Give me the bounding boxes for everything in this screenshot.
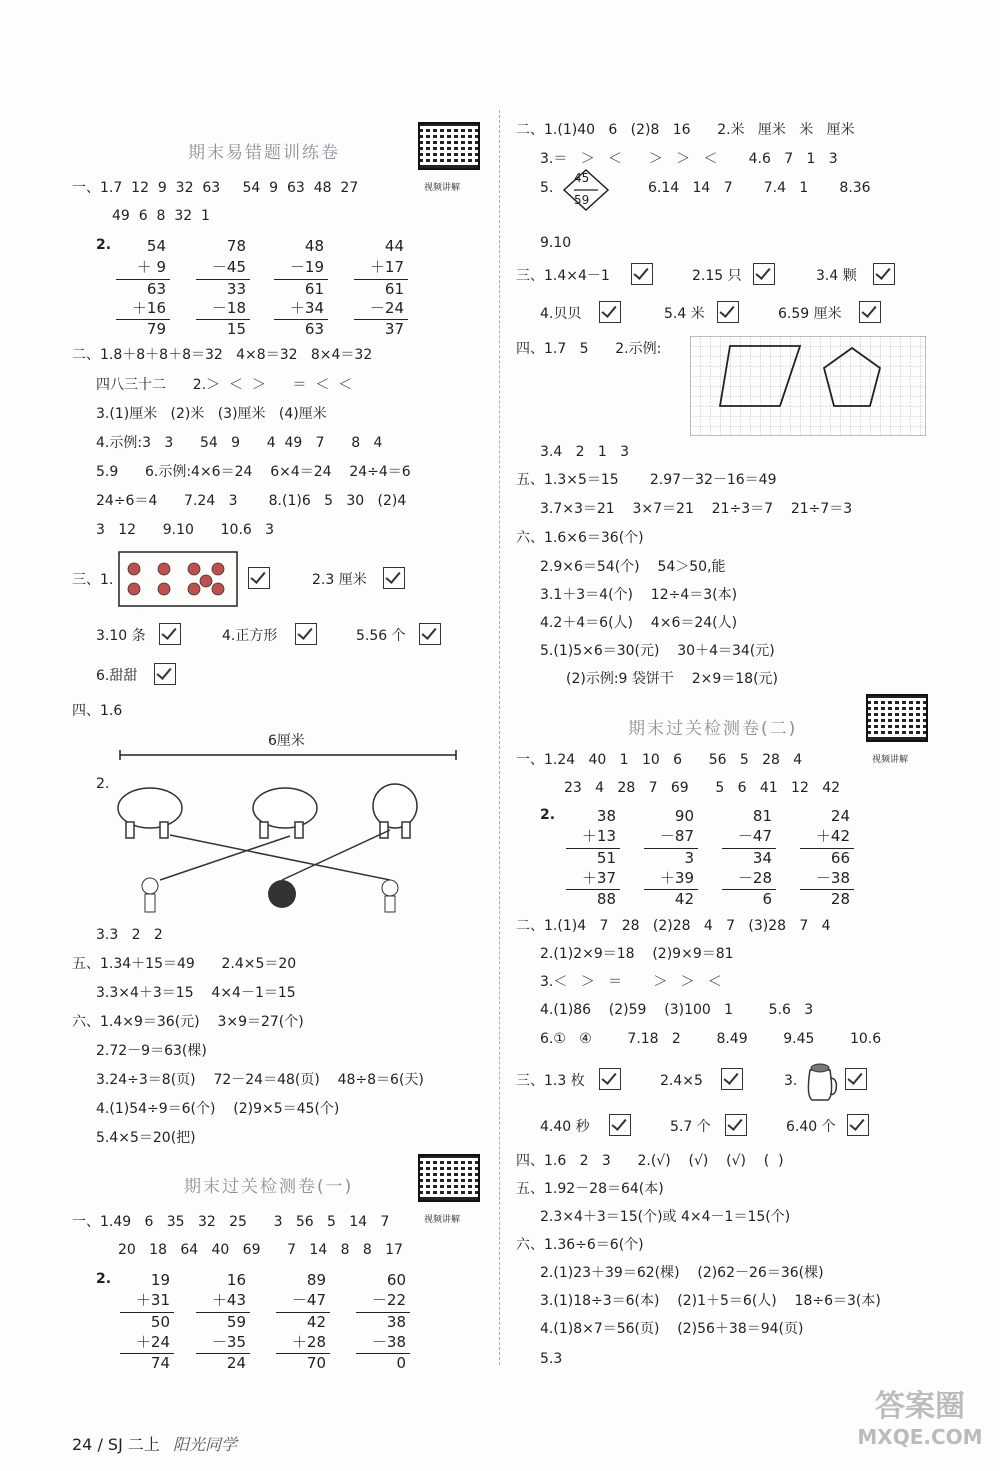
check-icon bbox=[847, 1114, 869, 1136]
section-title-1: 期末易错题训练卷 bbox=[188, 143, 340, 163]
vcalc-op: －18 bbox=[211, 299, 246, 317]
vcalc-top: 19 bbox=[150, 1271, 170, 1289]
vcalc-op: ＋24 bbox=[135, 1333, 170, 1351]
vcalc-result: 61 bbox=[304, 280, 324, 298]
section-title-2: 期末过关检测卷(一) bbox=[184, 1177, 354, 1197]
answer-line: 6.40 个 bbox=[786, 1119, 836, 1135]
answer-line: 2.(1)2×9＝18 (2)9×9＝81 bbox=[540, 946, 734, 962]
answer-line: 6.14 14 7 7.4 1 8.36 bbox=[648, 180, 871, 196]
page-number: 24 / SJ 二上 bbox=[72, 1435, 160, 1454]
vcalc-op: －47 bbox=[737, 827, 772, 845]
vcalc-op: ＋43 bbox=[211, 1291, 246, 1309]
check-icon bbox=[295, 623, 317, 645]
vcalc-top: 54 ＋ 9 bbox=[136, 237, 166, 276]
answer-line: 5.4×5＝20(把) bbox=[96, 1130, 196, 1146]
diamond-top: 45 bbox=[574, 171, 590, 185]
answer-line: 2. bbox=[96, 1271, 112, 1287]
answer-line: 3 12 9.10 10.6 3 bbox=[96, 522, 275, 538]
answer-line: 四、1.6 2 3 2.(√) (√) (√) ( ) bbox=[516, 1153, 784, 1169]
answer-line: 4.40 秒 bbox=[540, 1119, 590, 1135]
answer-line: 5.56 个 bbox=[356, 628, 406, 644]
watermark: 答案圈 MXQE.COM bbox=[857, 1389, 983, 1449]
vcalc-op: －35 bbox=[211, 1333, 246, 1351]
vcalc-result: 63 bbox=[304, 320, 324, 338]
answer-line: 四、1.6 bbox=[72, 703, 123, 719]
answer-line: 3.10 条 bbox=[96, 628, 146, 644]
answer-line: 24÷6＝4 7.24 3 8.(1)6 5 30 (2)4 bbox=[96, 493, 407, 509]
answer-line: 9.10 bbox=[540, 235, 572, 251]
answer-line: 3.(1)厘米 (2)米 (3)厘米 (4)厘米 bbox=[96, 406, 327, 422]
vcalc-op: ＋37 bbox=[581, 869, 616, 887]
radish-picture bbox=[118, 551, 238, 607]
vcalc-result: 24 bbox=[226, 1354, 246, 1372]
answer-line: 四、1.7 5 2.示例: bbox=[516, 341, 662, 357]
vcalc-result: 15 bbox=[226, 320, 246, 338]
vcalc-top: 90 bbox=[674, 807, 694, 825]
answer-line: 3.4 颗 bbox=[816, 268, 857, 284]
answer-line: 2. bbox=[540, 807, 556, 823]
vcalc-op: ＋31 bbox=[135, 1291, 170, 1309]
vcalc-result: 79 bbox=[146, 320, 166, 338]
answer-line: 4.示例:3 3 54 9 4 49 7 8 4 bbox=[96, 435, 383, 451]
check-icon bbox=[599, 1068, 621, 1090]
vcalc-op: ＋13 bbox=[581, 827, 616, 845]
answer-line: 2.72－9＝63(棵) bbox=[96, 1043, 207, 1059]
answer-line: (2)示例:9 袋饼干 2×9＝18(元) bbox=[566, 671, 778, 687]
page-footer bbox=[72, 1432, 237, 1455]
check-icon bbox=[419, 623, 441, 645]
answer-line: 3.3×4＋3＝15 4×4－1＝15 bbox=[96, 985, 296, 1001]
elephant-matching-figure bbox=[110, 770, 440, 918]
section-title-3: 期末过关检测卷(二) bbox=[628, 719, 798, 739]
answer-line: 2.9×6＝54(个) 54＞50,能 bbox=[540, 559, 726, 575]
vcalc-op: ＋42 bbox=[815, 827, 850, 845]
vcalc-op: －24 bbox=[369, 299, 404, 317]
answer-line: 三、1.3 枚 bbox=[516, 1073, 585, 1089]
vcalc-result: 74 bbox=[150, 1354, 170, 1372]
vcalc-op: －47 bbox=[291, 1291, 326, 1309]
vcalc-result: 0 bbox=[396, 1354, 406, 1372]
answer-line: 5.(1)5×6＝30(元) 30＋4＝34(元) bbox=[540, 643, 775, 659]
answer-line: 2. bbox=[96, 237, 112, 253]
answer-line: 二、1.(1)4 7 28 (2)28 4 7 (3)28 7 4 bbox=[516, 918, 831, 934]
qr-label: 视频讲解 bbox=[424, 1215, 461, 1225]
check-icon bbox=[873, 263, 895, 285]
vcalc-top: 89 bbox=[306, 1271, 326, 1289]
answer-line: 3.＜ ＞ ＝ ＞ ＞ ＜ bbox=[540, 974, 722, 990]
qr-code-icon[interactable] bbox=[418, 122, 480, 170]
grid-drawing bbox=[690, 336, 926, 436]
kettle-icon bbox=[800, 1056, 840, 1104]
vcalc-result: 50 bbox=[150, 1313, 170, 1331]
answer-line: 一、1.7 12 9 32 63 54 9 63 48 27 bbox=[72, 180, 359, 196]
qr-code-icon[interactable] bbox=[866, 694, 928, 742]
vcalc-op: －38 bbox=[815, 869, 850, 887]
vcalc-result: 51 bbox=[596, 849, 616, 867]
answer-line: 6.① ④ 7.18 2 8.49 9.45 10.6 bbox=[540, 1031, 882, 1047]
vcalc-result: 59 bbox=[226, 1313, 246, 1331]
answer-line: 2.4×5 bbox=[660, 1073, 703, 1089]
diamond-bottom: 59 bbox=[574, 193, 590, 207]
vcalc-result: 28 bbox=[830, 890, 850, 908]
vcalc-op: ＋16 bbox=[131, 299, 166, 317]
length-segment bbox=[118, 748, 458, 762]
answer-line: 3.7×3＝21 3×7＝21 21÷3＝7 21÷7＝3 bbox=[540, 501, 853, 517]
vcalc-result: 6 bbox=[762, 890, 772, 908]
answer-line: 23 4 28 7 69 5 6 41 12 42 bbox=[564, 780, 841, 796]
vcalc-op: －87 bbox=[659, 827, 694, 845]
vcalc-op: －28 bbox=[737, 869, 772, 887]
check-icon bbox=[717, 301, 739, 323]
vcalc-op: ＋39 bbox=[659, 869, 694, 887]
vcalc-top: 24 bbox=[830, 807, 850, 825]
brand-logo: 阳光同学 bbox=[172, 1435, 237, 1454]
answer-line: 2.3 厘米 bbox=[312, 572, 367, 588]
check-icon bbox=[725, 1114, 747, 1136]
answer-line: 4.2＋4＝6(人) 4×6＝24(人) bbox=[540, 615, 738, 631]
answer-line: 二、1.(1)40 6 (2)8 16 2.米 厘米 米 厘米 bbox=[516, 122, 855, 138]
vcalc-result: 63 bbox=[146, 280, 166, 298]
vcalc-result: 33 bbox=[226, 280, 246, 298]
vcalc-top: 44 ＋17 bbox=[369, 237, 404, 276]
answer-line: 5.4 米 bbox=[664, 306, 705, 322]
answer-line: 四八三十二 2.＞ ＜ ＞ ＝ ＜ ＜ bbox=[96, 377, 353, 393]
check-icon bbox=[609, 1114, 631, 1136]
check-icon bbox=[248, 567, 270, 589]
answer-line: 2.3×4＋3＝15(个)或 4×4－1＝15(个) bbox=[540, 1209, 791, 1225]
vcalc-op: ＋34 bbox=[289, 299, 324, 317]
vcalc-result: 42 bbox=[306, 1313, 326, 1331]
vcalc-result: 34 bbox=[752, 849, 772, 867]
vcalc-op: －22 bbox=[371, 1291, 406, 1309]
vcalc-op: ＋28 bbox=[291, 1333, 326, 1351]
answer-line: 2.15 只 bbox=[692, 268, 742, 284]
vcalc-top: 60 bbox=[386, 1271, 406, 1289]
vcalc-top: 48 －19 bbox=[289, 237, 324, 276]
answer-line: 二、1.8＋8＋8＋8＝32 4×8＝32 8×4＝32 bbox=[72, 347, 373, 363]
vcalc-top: 38 bbox=[596, 807, 616, 825]
answer-line: 3. bbox=[784, 1073, 798, 1089]
qr-label: 视频讲解 bbox=[424, 183, 461, 193]
check-icon bbox=[599, 301, 621, 323]
answer-line: 一、1.49 6 35 32 25 3 56 5 14 7 bbox=[72, 1214, 390, 1230]
answer-line: 2. bbox=[96, 776, 110, 792]
vcalc-result: 38 bbox=[386, 1313, 406, 1331]
vcalc-result: 37 bbox=[384, 320, 404, 338]
answer-line: 3.4 2 1 3 bbox=[540, 444, 630, 460]
vcalc-result: 3 bbox=[684, 849, 694, 867]
check-icon bbox=[859, 301, 881, 323]
answer-line: 2.(1)23＋39＝62(棵) (2)62－26＝36(棵) bbox=[540, 1265, 824, 1281]
answer-line: 六、1.36÷6＝6(个) bbox=[516, 1237, 644, 1253]
answer-line: 5. bbox=[540, 180, 554, 196]
answer-line: 一、1.24 40 1 10 6 56 5 28 4 bbox=[516, 752, 803, 768]
answer-line: 4.(1)86 (2)59 (3)100 1 5.6 3 bbox=[540, 1002, 814, 1018]
answer-line: 5.3 bbox=[540, 1351, 563, 1367]
answer-line: 4.正方形 bbox=[222, 628, 278, 644]
qr-code-icon[interactable] bbox=[418, 1154, 480, 1202]
answer-line: 三、1.4×4－1 bbox=[516, 268, 610, 284]
vcalc-top: 78 －45 bbox=[211, 237, 246, 276]
check-icon bbox=[383, 567, 405, 589]
answer-line: 三、1. bbox=[72, 572, 114, 588]
answer-line: 5.9 6.示例:4×6＝24 6×4＝24 24÷4＝6 bbox=[96, 464, 411, 480]
answer-line: 4.(1)8×7＝56(页) (2)56＋38＝94(页) bbox=[540, 1321, 804, 1337]
answer-line: 五、1.92－28＝64(本) bbox=[516, 1181, 664, 1197]
answer-line: 6.甜甜 bbox=[96, 668, 138, 684]
vcalc-result: 61 bbox=[384, 280, 404, 298]
vcalc-result: 70 bbox=[306, 1354, 326, 1372]
answer-line: 3.1＋3＝4(个) 12÷4＝3(本) bbox=[540, 587, 738, 603]
check-icon bbox=[159, 623, 181, 645]
answer-line: 4.贝贝 bbox=[540, 306, 582, 322]
vcalc-op: －38 bbox=[371, 1333, 406, 1351]
answer-line: 20 18 64 40 69 7 14 8 8 17 bbox=[118, 1242, 403, 1258]
check-icon bbox=[154, 663, 176, 685]
answer-line: 3.3 2 2 bbox=[96, 927, 163, 943]
column-divider bbox=[499, 110, 500, 1365]
answer-line: 3.＝ ＞ ＜ ＞ ＞ ＜ 4.6 7 1 3 bbox=[540, 151, 838, 167]
answer-line: 5.7 个 bbox=[670, 1119, 711, 1135]
check-icon bbox=[753, 263, 775, 285]
answer-line: 五、1.34＋15＝49 2.4×5＝20 bbox=[72, 956, 297, 972]
answer-line: 六、1.4×9＝36(元) 3×9＝27(个) bbox=[72, 1014, 304, 1030]
check-icon bbox=[721, 1068, 743, 1090]
answer-line: 六、1.6×6＝36(个) bbox=[516, 530, 644, 546]
vcalc-result: 66 bbox=[830, 849, 850, 867]
answer-line: 五、1.3×5＝15 2.97－32－16＝49 bbox=[516, 472, 777, 488]
answer-line: 3.(1)18÷3＝6(本) (2)1＋5＝6(人) 18÷6＝3(本) bbox=[540, 1293, 881, 1309]
vcalc-result: 88 bbox=[596, 890, 616, 908]
vcalc-top: 16 bbox=[226, 1271, 246, 1289]
check-icon bbox=[845, 1068, 867, 1090]
answer-line: 4.(1)54÷9＝6(个) (2)9×5＝45(个) bbox=[96, 1101, 340, 1117]
answer-line: 49 6 8 32 1 bbox=[112, 208, 210, 224]
vcalc-result: 42 bbox=[674, 890, 694, 908]
vcalc-top: 81 bbox=[752, 807, 772, 825]
answer-line: 3.24÷3＝8(页) 72－24＝48(页) 48÷8＝6(天) bbox=[96, 1072, 424, 1088]
length-label: 6厘米 bbox=[268, 733, 305, 749]
check-icon bbox=[631, 263, 653, 285]
answer-line: 6.59 厘米 bbox=[778, 306, 842, 322]
qr-label: 视频讲解 bbox=[872, 755, 909, 765]
